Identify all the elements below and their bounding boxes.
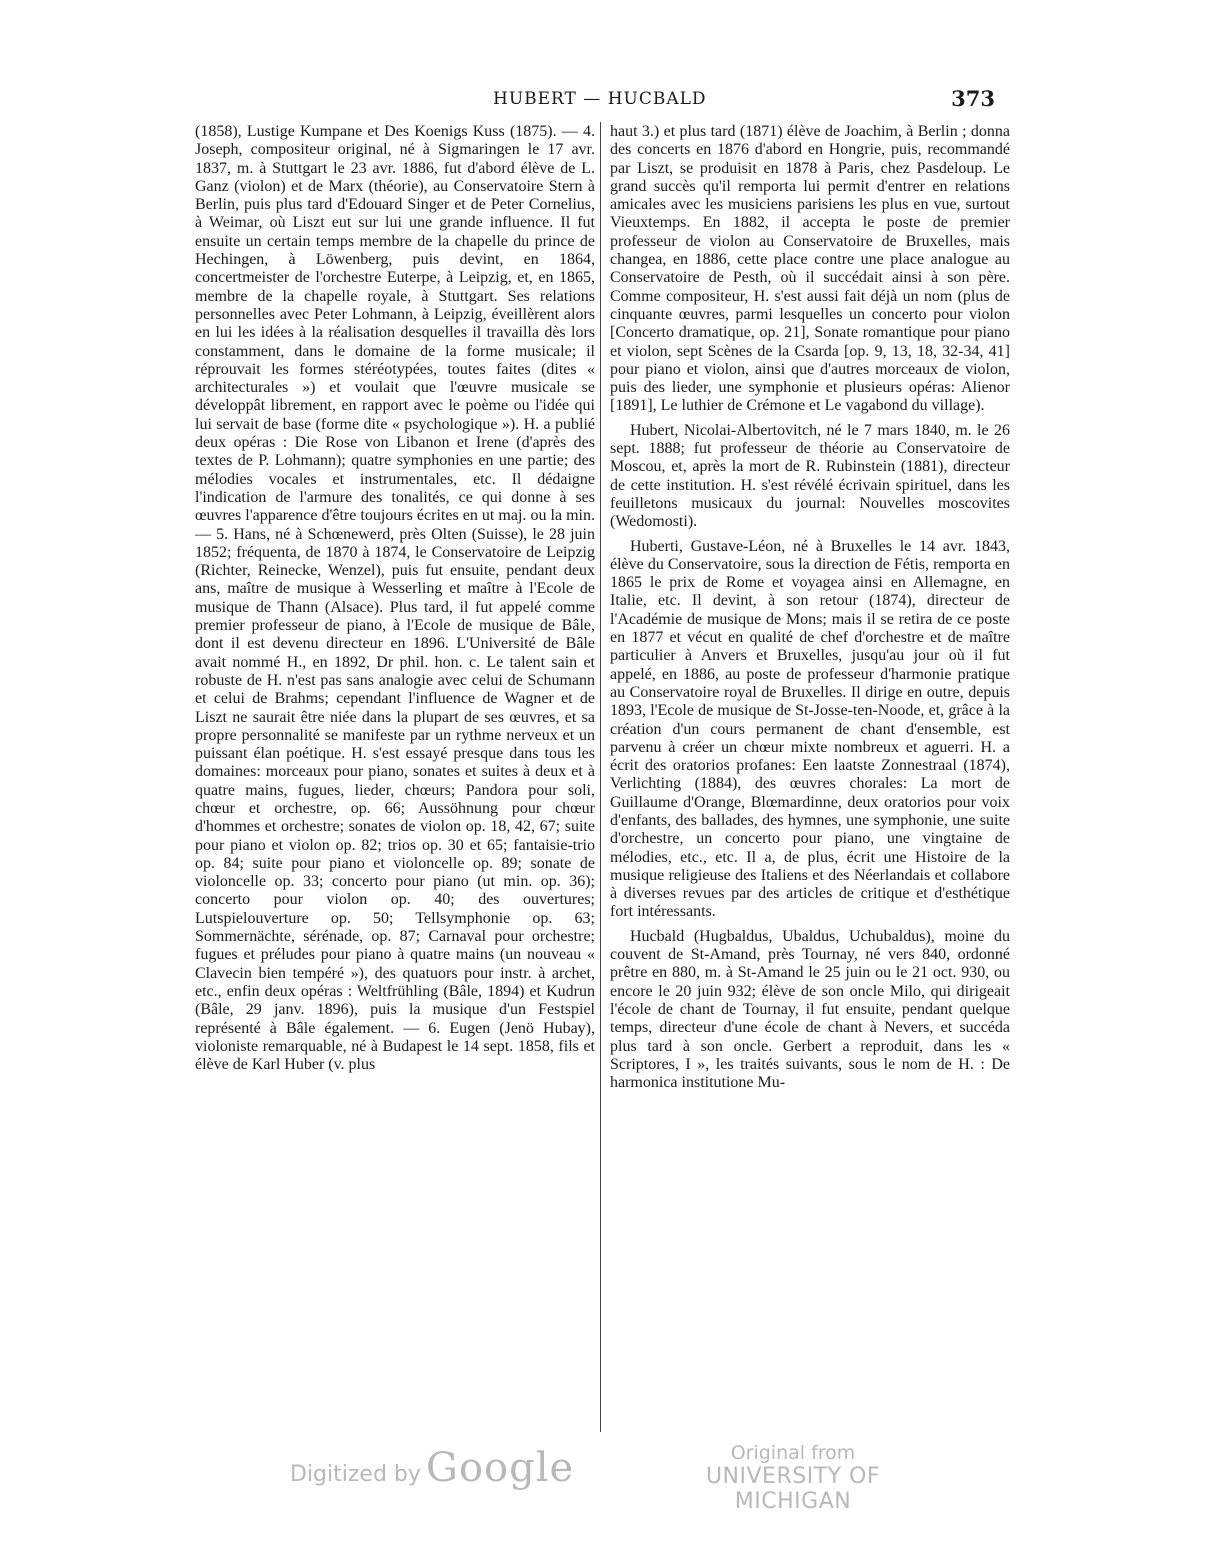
running-header	[195, 86, 995, 116]
original-from-label: Original from	[730, 1442, 856, 1464]
left-paragraph: (1858), Lustige Kumpane et Des Koenigs Kuss (1875). — 4. Joseph, compositeur original, né à Sigmaringen le 17 avr. 1837, m. à Stuttgart le 23 avr. 1886, fut d'abord élève de L. Ganz (violon) et de Marx (théorie), au Conservatoire Stern à Berlin, puis plus tard d'Edouard Singer et de Peter Cornelius, à Weimar, où Liszt eut sur lui une grande influence. Il fut ensuite un certain temps membre de la chapelle du prince de Hechingen, à Löwenberg, puis devint, en 1864, concertmeister de l'orchestre Euterpe, à Leipzig, et, en 1865, membre de la chapelle royale, à Stuttgart. Ses relations personnelles avec Peter Lohmann, à Leipzig, éveillèrent alors en lui les idées à la réalisation desquelles il travailla dès lors constamment, dans le domaine de la forme musicale; il réprouvait les formes stéréotypées, toutes faites (dites « architecturales ») et voulait que l'œuvre musicale se développât librement, en rapport avec le poème ou l'idée qui lui servait de base (forme dite « psychologique »). H. a publié deux opéras : Die Rose von Libanon et Irene (d'après des textes de P. Lohmann); quatre symphonies en une partie; des mélodies vocales et instrumentales, etc. Il dédaigne l'indication de l'armure des tonalités, ce qui donne à ses œuvres l'apparence d'être toujours écrites en ut maj. ou la min. — 5. Hans, né à Schœnewerd, près Olten (Suisse), le 28 juin 1852; fréquenta, de 1870 à 1874, le Conservatoire de Leipzig (Richter, Reinecke, Wenzel), puis fut ensuite, pendant deux ans, maître de musique à Wesserling et maître à l'Ecole de musique de Thann (Alsace). Plus tard, il fut appelé comme premier professeur de piano, à l'Ecole de musique de Bâle, dont il est devenu directeur en 1896. L'Université de Bâle avait nommé H., en 1892, Dr phil. hon. c. Le talent sain et robuste de H. n'est pas sans analogie avec celui de Schumann et celui de Brahms; cependant l'influence de Wagner et de Liszt ne saurait être niée dans la plupart de ses œuvres, et sa propre personnalité se manifeste par un rythme nerveux et un puissant élan poétique. H. s'est essayé presque dans tous les domaines: morceaux pour piano, sonates et suites à deux et à quatre mains, fugues, lieder, chœurs; Pandora pour soli, chœur et orchestre, op. 66; Aussöhnung pour chœur d'hommes et orchestre; sonates de violon op. 18, 42, 67; suite pour piano et violon op. 82; trios op. 30 et 65; fantaisie-trio op. 84; suite pour piano et violoncelle op. 89; sonate de violoncelle op. 33; concerto pour piano (ut min. op. 36); concerto pour violon op. 40; des ouvertures; Lutspielouverture op. 50; Tellsymphonie op. 63; Sommernächte, sérénade, op. 87; Carnaval pour orchestre; fugues et préludes pour piano à quatre mains (un nouveau « Clavecin bien tempéré »), des quatuors pour instr. à archet, etc., enfin deux opéras : Weltfrühling (Bâle, 1894) et Kudrun (Bâle, 29 janv. 1896), puis la musique d'un Festspiel représenté à Bâle également. — 6. Eugen (Jenö Hubay), violoniste remarquable, né à Budapest le 14 sept. 1858, fils et élève de Karl Huber (v. plus	[195, 123, 595, 1074]
right-column	[610, 123, 1010, 1098]
google-logo-text: Google	[426, 1445, 575, 1491]
right-paragraph-continuation: haut 3.) et plus tard (1871) élève de Joachim, à Berlin ; donna des concerts en 1876 d'abord en Hongrie, puis, recommandé par Liszt, se produisit en 1878 à Paris, chez Pasdeloup. Le grand succès qu'il remporta lui permit d'entrer en relations amicales avec les musiciens parisiens les plus en vue, surtout Vieuxtemps. En 1882, il accepta le poste de premier professeur de violon au Conservatoire de Bruxelles, mais changea, en 1886, cette place contre une place analogue au Conservatoire de Pesth, où il succédait ainsi à son père. Comme compositeur, H. s'est aussi fait déjà un nom (plus de cinquante œuvres, parmi lesquelles un concerto pour violon [Concerto dramatique, op. 21], Sonate romantique pour piano et violon, sept Scènes de la Csarda [op. 9, 13, 18, 32-34, 41] pour piano et violon, ainsi que d'autres morceaux de violon, puis des lieder, une symphonie et plusieurs opéras: Alienor [1891], Le luthier de Crémone et Le vagabond du village).	[610, 123, 1010, 415]
column-rule	[600, 122, 601, 1432]
running-title: HUBERT — HUCBALD	[493, 89, 707, 109]
entry-hucbald: Hucbald (Hugbaldus, Ubaldus, Uchubaldus), moine du couvent de St-Amand, près Tournay, né vers 840, ordonné prêtre en 880, m. à St-Amand le 25 juin ou le 21 oct. 930, ou encore le 20 juin 932; élève de son oncle Milo, qui dirigeait l'école de chant de Tournay, il fut ensuite, pendant quelque temps, directeur d'une école de chant à Nevers, et succéda plus tard à son oncle. Gerbert a reproduit, dans les « Scriptores, I », les traités suivants, sous le nom de H. : De harmonica institutione Mu-	[610, 927, 1010, 1092]
scan-footer	[0, 1440, 1207, 1514]
digitized-by-watermark	[290, 1445, 574, 1491]
page-number: 373	[951, 86, 995, 111]
university-label: UNIVERSITY OF MICHIGAN	[705, 1464, 881, 1514]
digitized-prefix: Digitized by	[290, 1462, 421, 1487]
original-from-watermark	[668, 1442, 918, 1514]
left-column	[195, 123, 595, 1080]
entry-hubert: Hubert, Nicolai-Albertovitch, né le 7 mars 1840, m. le 26 sept. 1888; fut professeur de théorie au Conservatoire de Moscou, et, après la mort de R. Rubinstein (1881), directeur de cette institution. H. s'est révélé écrivain spirituel, dans les feuilletons musicaux du journal: Nouvelles moscovites (Wedomosti).	[610, 421, 1010, 531]
entry-huberti: Huberti, Gustave-Léon, né à Bruxelles le 14 avr. 1843, élève du Conservatoire, sous la direction de Fétis, remporta en 1865 le prix de Rome et voyagea ainsi en Allemagne, en Italie, etc. Il devint, à son retour (1874), directeur de l'Académie de musique de Mons; mais il se retira de ce poste en 1877 et vécut en qualité de chef d'orchestre et de maître particulier à Anvers et Bruxelles, jusqu'au jour où il fut appelé, en 1886, au poste de professeur d'harmonie pratique au Conservatoire royal de Bruxelles. Il dirige en outre, depuis 1893, l'Ecole de musique de St-Josse-ten-Noode, et, grâce à la création d'un cours permanent de chant d'ensemble, est parvenu à créer un chœur mixte nombreux et aguerri. H. a écrit des oratorios profanes: Een laatste Zonnestraal (1874), Verlichting (1884), des œuvres chorales: La mort de Guillaume d'Orange, Blœmardinne, deux oratorios pour voix d'enfants, des ballades, des hymnes, une symphonie, une suite d'orchestre, un concerto pour piano, une vingtaine de mélodies, etc., etc. Il a, de plus, écrit une Histoire de la musique religieuse des Italiens et des Néerlandais et collabore à diverses revues par des articles de critique et d'esthétique fort intéressants.	[610, 537, 1010, 921]
